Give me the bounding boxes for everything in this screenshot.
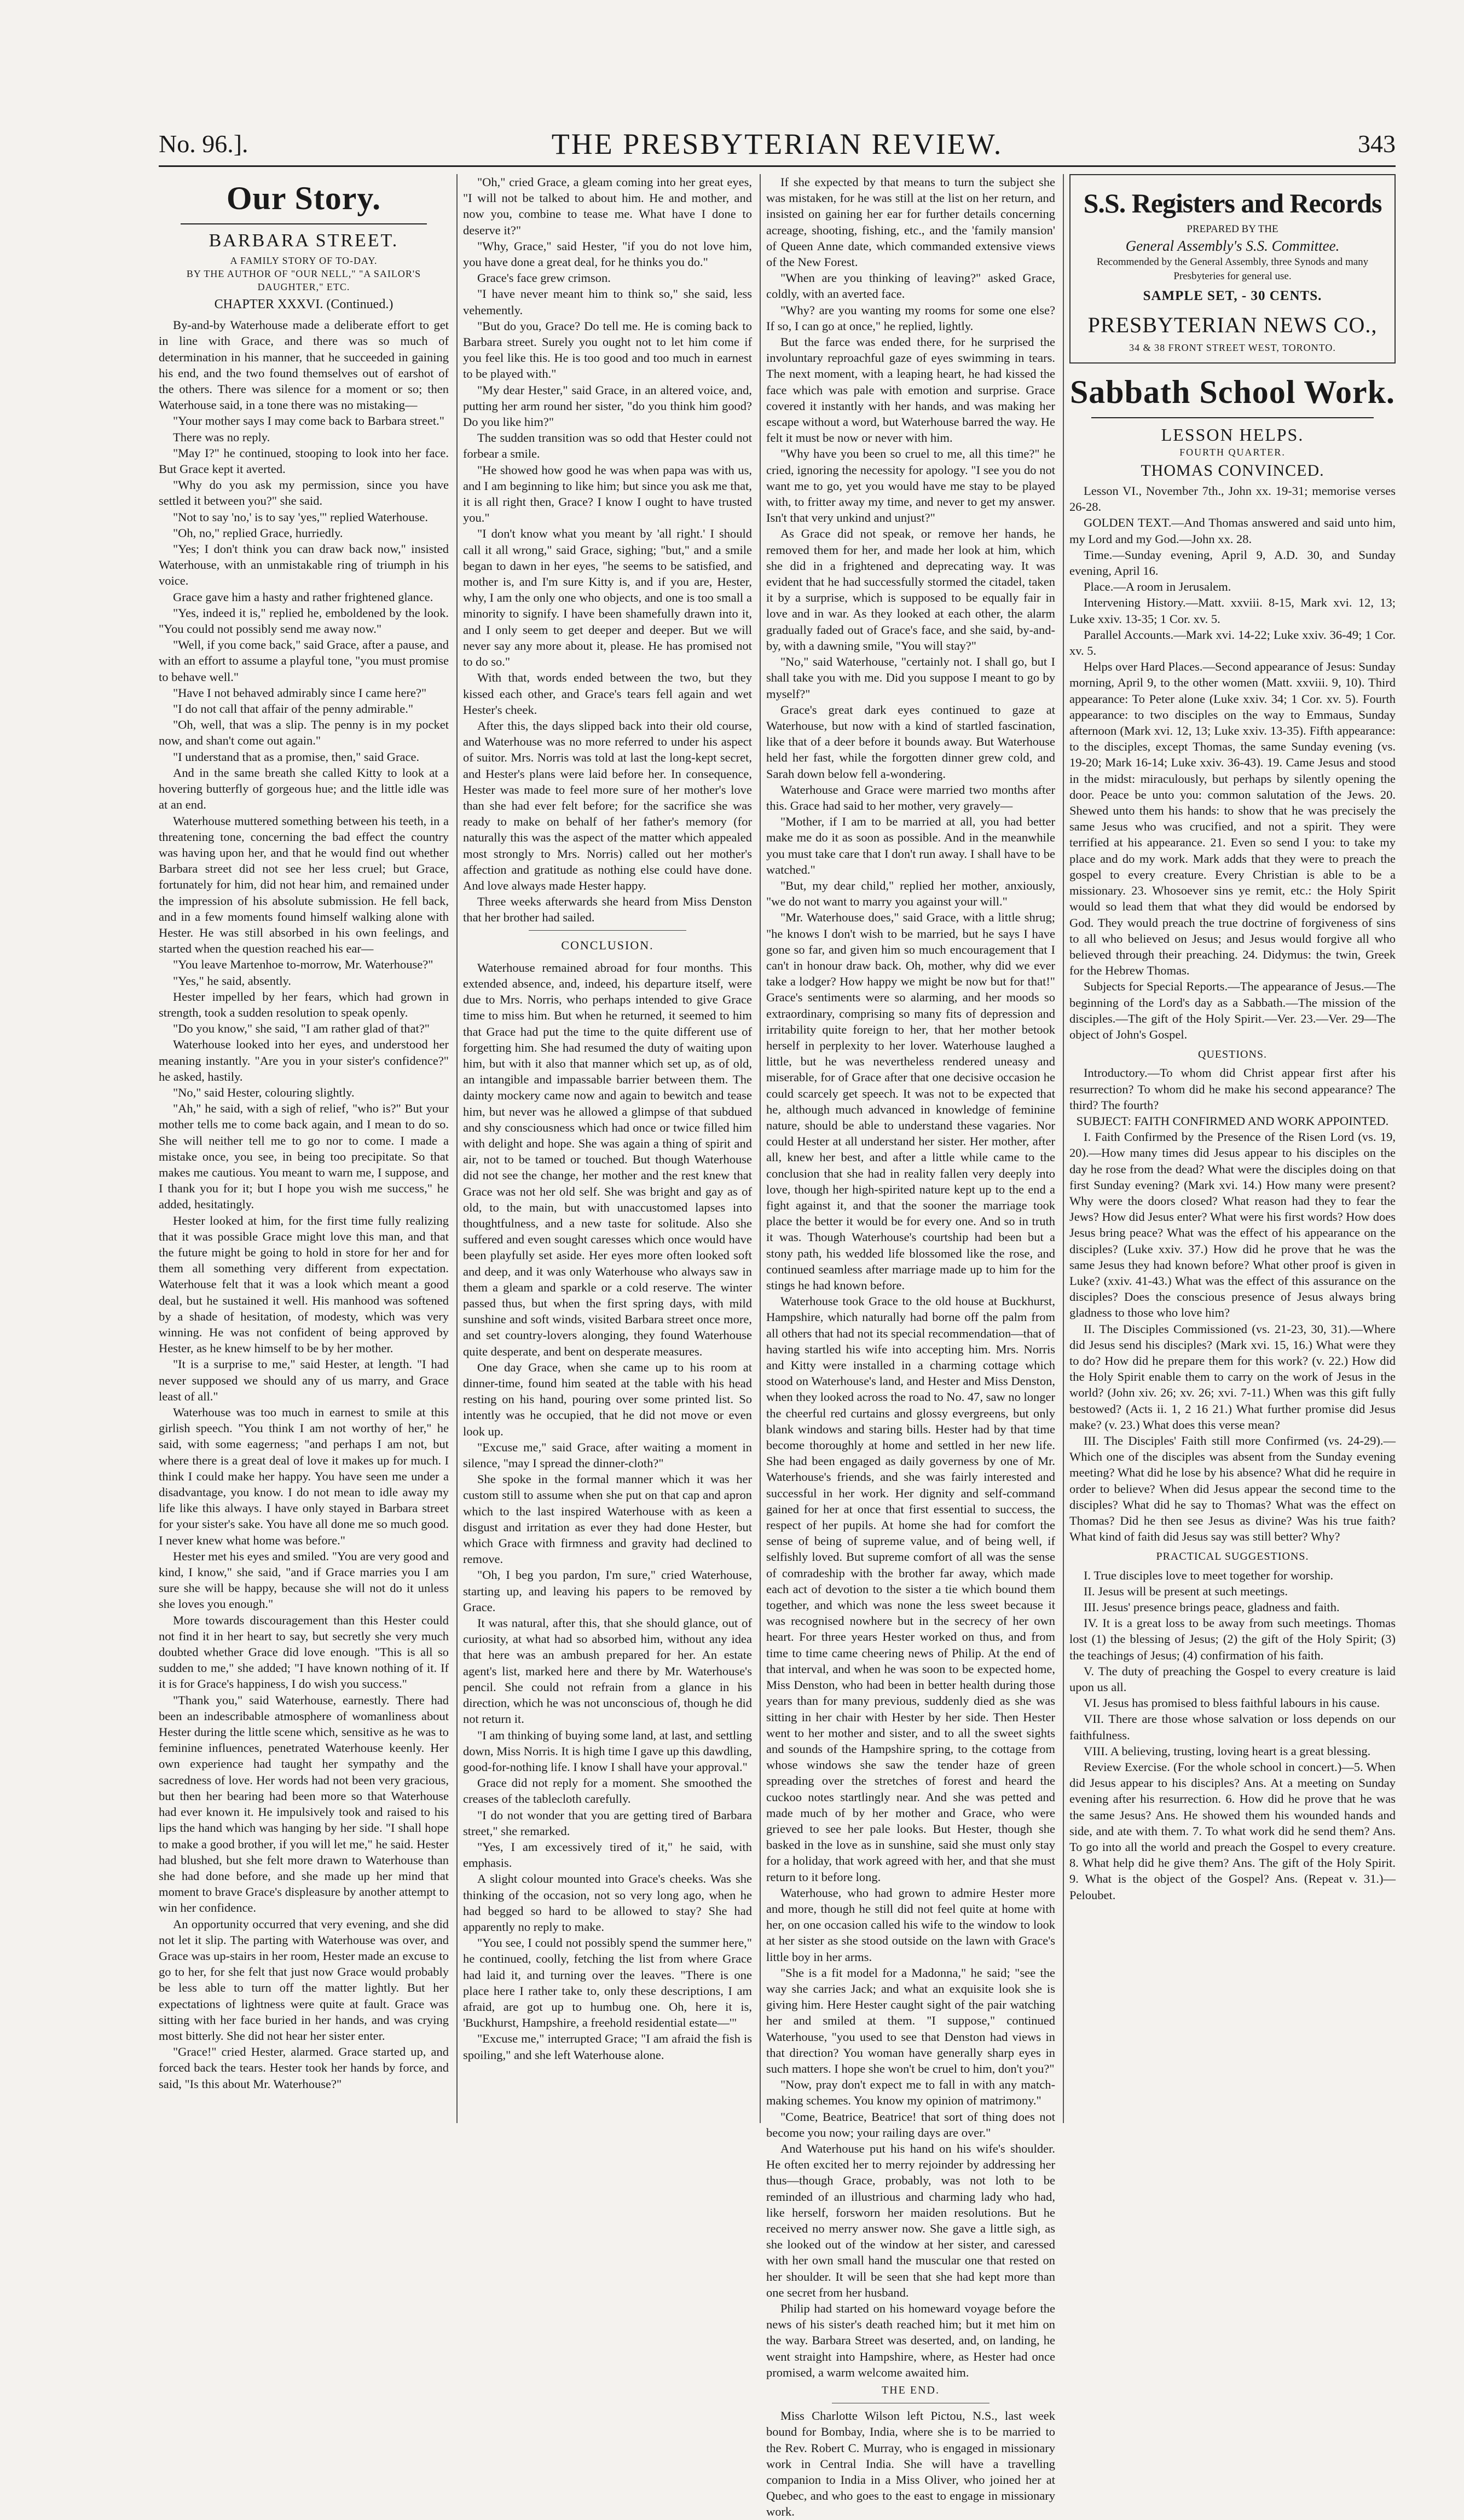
suggestion-item: IV. It is a great loss to be away from such meetings. Thomas lost (1) the blessing of Jesus; (2) the gift of the Holy Spirit; (3) the teachings of Jesus; (4) confirmation of his faith. [1069,1616,1396,1662]
story-paragraph: Philip had started on his homeward voyage before the news of his sister's death reached him; but it met him on the way. Barbara Street was deserted, and, on landing, he went straight into Hampshire, where, as Hester had once promised, a warm welcome awaited him. [766,2302,1055,2379]
page-number: 343 [1358,130,1396,158]
story-paragraph: Grace's face grew crimson. [477,271,611,285]
header-rule [159,165,1396,167]
lesson-paragraph: Helps over Hard Places.—Second appearance of Jesus: Sunday morning, April 9, to the other women (Matt. xxviii. 9, 10). Third appearance: To Peter alone (Luke xxiv. 34; 1 Cor. xv. 5). Fourth appearance: to two disciples on the way to Emmaus, Sunday afternoon (Mark xvi. 12, 13; Luke xxiv. 13-35). Fifth appearance: to the disciples, except Thomas, the same Sunday evening (vs. 19-20; Mark 16-14; Luke xxiv. 36-43). 19. Came Jesus and stood in the midst: miraculously, but perhaps by silently opening the door. Peace be unto you: common salutation of the Jews. 20. Shewed unto them his hands: to show that he was precisely the same Jesus who was crucified, and not a spirit. They were terrified at his appearance. 21. Even so send I you: to take my place and do my work. Mark adds that they were to preach the gospel to every creature. Every Christian is able to be a missionary. 23. Whosoever sins ye remit, etc.: the Holy Spirit would so lead them that what they did would be endorsed by God. They would preach the true doctrine of forgiveness of sins to all who believed on Jesus; and Jesus would forgive all who believed through their preaching. 24. Didymus: the twin, Greek for the Hebrew Thomas. [1069,660,1396,978]
suggestion-item: V. The duty of preaching the Gospel to every creature is laid upon us all. [1069,1664,1396,1694]
ad-committee: General Assembly's S.S. Committee. [1125,238,1340,254]
story-paragraph: "Come, Beatrice, Beatrice! that sort of thing does not become you now; your railing days are over." [766,2109,1055,2140]
story-paragraph: If she expected by that means to turn the subject she was mistaken, for he was still at the list on her return, and insisted on gaining her ear for further details concerning acreage, shooting, fishing, etc., and the 'family mansion' of Queen Anne date, which commanded extensive views of the New Forest. [766,175,1055,269]
ad-recommended: Recommended by the General Assembly, three Synods and many Presbyteries for general use. [1096,256,1369,282]
story-paragraph: "Now, pray don't expect me to fall in with any match-making schemes. You know my opinion of matrimony." [766,2078,1055,2108]
story-paragraph: "Yes, indeed it is," replied he, emboldened by the look. "You could not possibly send me away now." [159,606,449,636]
story-paragraph: Grace gave him a hasty and rather frightened glance. [173,590,433,604]
story-paragraph: "She is a fit model for a Madonna," he said; "see the way she carries Jack; and what an exquisite look she is giving him. Here Hester caught sight of the pair watching her and smiled at them. "I suppose," continued Waterhouse, "you used to see that Denston had views in that direction? You woman have generally sharp eyes in such matters. I hope she won't be cruel to him, don't you?" [766,1965,1055,2075]
story-paragraph: An opportunity occurred that very evening, and she did not let it slip. The parting with Waterhouse was over, and Grace was up-stairs in her room, Hester made an excuse to go to her, for she felt that just now Grace would probably be less able to turn off the matter lightly. But her expectations of lightness were quite at fault. Grace was sitting with her face buried in her hands, and was crying most bitterly. She did not hear her sister enter. [159,1917,449,2043]
lesson-paragraph: Place.—A room in Jerusalem. [1084,580,1231,594]
wedding-note: Miss Charlotte Wilson left Pictou, N.S., last week bound for Bombay, India, where she is to be married to the Rev. Robert C. Murray, who is engaged in missionary work in Central India. She will have a travelling companion to India in a Miss Oliver, who joined her at Quebec, and who goes to the east to engage in missionary work. [766,2409,1055,2519]
story-paragraph: Waterhouse took Grace to the old house at Buckhurst, Hampshire, which naturally had borne off the palm from all others that had not its special recommendation—that of having startled his wife into accepting him. Mrs. Norris and Kitty were installed in a charming cottage which stood on Waterhouse's land, and Hester and Miss Denston, when they looked across the road to No. 47, saw no longer the cheerful red curtains and glossy evergreens, but only blank windows and staring bills. Hester had by that time become thoroughly at home and settled in her new life. She had been engaged as daily governess by one of Mr. Waterhouse's friends, and she was fairly interested and successful in her work. Her dignity and self-command gained for her at once that first essential to success, the respect of her pupils. At home she had for comfort the sense of being of supreme value, and of being well, if selfishly loved. But supreme comfort of all was the sense of comradeship with the brother far away, which made each act of devotion to the sister a tie which bound them together, and which was none the less sweet because it was recognised nowhere but in the secrecy of her own heart. For three years Hester worked on thus, and from time to time came cheering news of Philip. At the end of that interval, and when he was soon to be expected home, Miss Denston, who had been in better health during those years than for many previous, suddenly died as she was sitting in her chair with Hester by her side. Then Hester went to her mother and sister, and to all the sweet sights and sounds of the Hampshire spring, to the cottage from whose windows she saw the tender haze of green spreading over the stretches of forest and heard the cuckoo notes startlingly near. And she was petted and made much of by her mother and Grace, who were grieved to see her pale looks. But Hester, though she basked in the love as in sunshine, said she must only stay for a holiday, that work agreed with her, and that she must return to it before long. [766,1294,1056,1884]
ad-title: S.S. Registers and Records [1083,188,1382,218]
story-paragraph: Waterhouse muttered something between his teeth, in a threatening tone, concerning the bad effect the country was having upon her, and that he would find out whether Barbara street did not see her less cruel; but Grace, fortunately for him, did not hear him, and remained under the impression of his absolute submission. He fell back, and in a few moments found himself walking alone with Hester. He was still absorbed in his own feelings, and started when the question reached his ear— [159,814,449,956]
story-paragraph: "You leave Martenhoe to-morrow, Mr. Waterhouse?" [173,958,433,972]
story-paragraph: "I am thinking of buying some land, at last, and settling down, Miss Norris. It is high time I gave up this dawdling, good-for-nothing life. I know I shall have your approval." [463,1728,752,1774]
story-paragraph: "Grace!" cried Hester, alarmed. Grace started up, and forced back the tears. Hester took her hands by force, and said, "Is this about Mr. Waterhouse?" [159,2045,449,2091]
column-divider [760,174,761,2123]
story-body [159,317,449,2092]
story-paragraph: "It is a surprise to me," said Hester, at length. "I had never supposed we should any of us marry, and Grace least of all." [159,1357,449,1403]
story-paragraph: Three weeks afterwards she heard from Miss Denston that her brother had sailed. [463,895,752,925]
story-paragraph: Waterhouse looked into her eyes, and understood her meaning instantly. "Are you in your sister's confidence?" he asked, hastily. [159,1037,449,1083]
lesson-paragraph: Intervening History.—Matt. xxviii. 8-15, Mark xvi. 12, 13; Luke xxiv. 13-35; 1 Cor. xv. 5. [1069,596,1396,626]
question-paragraph: Introductory.—To whom did Christ appear first after his resurrection? To whom did he make his second appearance? The third? The fourth? [1069,1066,1396,1112]
questions-heading: QUESTIONS. [1197,1048,1268,1061]
story-paragraph: "Excuse me," interrupted Grace; "I am afraid the fish is spoiling," and she left Waterhouse alone. [463,2032,752,2062]
story-paragraph: "Oh, I beg you pardon, I'm sure," cried Waterhouse, starting up, and leaving his papers to be removed by Grace. [463,1568,752,1614]
story-paragraph: The sudden transition was so odd that Hester could not forbear a smile. [463,431,752,461]
journal-title: THE PRESBYTERIAN REVIEW. [551,128,1003,160]
story-paragraph: "Mother, if I am to be married at all, you had better make me do it as soon as possible. And in the meanwhile you must take care that I don't run away. I shall have to be watched." [766,815,1055,876]
story-paragraph: Hester impelled by her fears, which had grown in strength, took a sudden resolution to speak openly. [159,989,449,1019]
story-paragraph: "No," said Waterhouse, "certainly not. I shall go, but I shall take you with me. Did you suppose I meant to go by myself?" [766,655,1055,701]
story-paragraph: "But, my dear child," replied her mother, anxiously, "we do not want to marry you against your will." [766,878,1055,909]
suggestion-item: II. Jesus will be present at such meetings. [1084,1584,1288,1598]
practical-body [1069,1567,1396,1903]
story-paragraph: "Why, Grace," said Hester, "if you do not love him, you have done a great deal, for he thinks you do." [463,239,752,269]
story-paragraph: More towards discouragement than this Hester could not find it in her heart to say, but secretly she very much doubted whether Grace did love enough. "This is all so sudden to me," she added; "I have known nothing of it. If it is for Grace's happiness, I do wish you success." [159,1613,449,1691]
issue-number: No. 96.]. [159,130,248,158]
story-paragraph: "Mr. Waterhouse does," said Grace, with a little shrug; "he knows I don't wish to be married, but he says I have gone so far, and given him so much encouragement that I can't in honour draw back. Oh, mother, why did we ever take a lodger? How happy we might be now but for that!" Grace's sentiments were so alarming, and her moods so extraordinary, comprising so many fits of depression and irritability quite foreign to her, that her mother betook herself in perplexity to her lover. Waterhouse laughed a little, but he was nevertheless rendered uneasy and miserable, for of Grace after that one decisive occasion he could scarcely get speech. It was not to be expected that he, although much advanced in knowledge of feminine nature, should be able to understand these vagaries. Nor could Hester at all understand her sister. Her mother, after all, knew her best, and after a little while came to the conclusion that she had in reality fallen very deeply into love, though her high-spirited nature kept up to the end a fight against it, and that the sooner the marriage took place the better it would be for every one. And so in truth it was. Though Waterhouse's courtship had been but a stony path, his wedded life blossomed like the rose, and continued seamless after marriage made up to him for the stings he had known before. [766,910,1055,1293]
story-paragraph: "Oh, no," replied Grace, hurriedly. [173,526,343,540]
story-paragraph: "Thank you," said Waterhouse, earnestly. There had been an indescribable atmosphere of womanliness about Hester during the little scene which, sensitive as he was to feminine influences, penetrated Waterhouse keenly. Her own experience had taught her sympathy and the sacredness of love. Her words had not been very gracious, but then her bearing had been more so that Waterhouse had ever known it. He impulsively took and raised to his lips the hand which was hanging by her side. "I shall hope to make a good brother, if you will let me," he said. Hester had blushed, but she felt more drawn to Waterhouse than she had done before, and she made up her mind that moment to brave Grace's displeasure by another attempt to win her confidence. [159,1693,449,1915]
story-paragraph: "Why do you ask my permission, since you have settled it between you?" she said. [159,478,449,508]
story-paragraph: "I understand that as a promise, then," said Grace. [173,749,420,764]
story-paragraph: Waterhouse remained abroad for four months. This extended absence, and, indeed, his departure itself, were due to Mrs. Norris, who perhaps intended to give Grace time to miss him. But when he returned, it seemed to him that Grace had put the time to the quite different use of forgetting him. She had resumed the duty of waiting upon him, but with it also that manner which set up, as of old, an intangible and impassable barrier between them. The dainty mockery came now and again to bewitch and tease him, but never was he allowed a glimpse of that subdued and shy consciousness which had once or twice filled him with delight and hope. She was again a thing of spirit and air, not to be tamed or touched. But though Waterhouse did not see the change, her mother and the rest knew that Grace was not her old self. She was bright and gay as of old, to the main, but with unaccustomed lapses into thoughtfulness, and a new taste for solitude. Also she suffered and even sought caresses which once would have been playfully set aside. Her eyes more often looked soft and deep, and it was only Waterhouse who always saw in them a gleam and sparkle or a cold reserve. The winter passed thus, but when the first spring days, with mild sunshine and soft winds, visited Barbara street once more, and set country-lovers alonging, they found Waterhouse quite desperate, and bent on desperate measures. [463,960,752,1358]
story-paragraph: Grace did not reply for a moment. She smoothed the creases of the tablecloth carefully. [463,1776,752,1806]
story-paragraph: "Excuse me," said Grace, after waiting a moment in silence, "may I spread the dinner-cloth?" [463,1440,752,1471]
story-paragraph: There was no reply. [173,430,270,444]
column-divider [456,174,458,2123]
quarter-label: FOURTH QUARTER. [1179,446,1286,458]
suggestion-item: VIII. A believing, trusting, loving heart is a great blessing. [1084,1744,1371,1758]
column-divider [1063,174,1064,2123]
suggestion-item: Review Exercise. (For the whole school in concert.)—5. When did Jesus appear to his disciples? Ans. At a meeting on Sunday evening after his resurrection. 6. How did he prove that he was the same Jesus? Ans. He showed them his wounded hands and side, and ate with them. 7. To what work did he send them? Ans. To go into all the world and preach the Gospel to every creature. 8. What help did he give them? Ans. The gift of the Holy Spirit. 9. What is the object of the Gospel? Ans. (Repeat v. 31.)—Peloubet. [1069,1760,1396,1902]
chapter-heading: CHAPTER XXXVI. (Continued.) [214,297,394,312]
divider [529,930,686,931]
ad-address: 34 & 38 FRONT STREET WEST, TORONTO. [1129,342,1336,354]
suggestion-item: VI. Jesus has promised to bless faithful labours in his cause. [1084,1696,1380,1710]
story-paragraph: With that, words ended between the two, but they kissed each other, and Grace's tears fell again and wet Hester's cheek. [463,671,752,717]
question-paragraph: III. The Disciples' Faith still more Confirmed (vs. 24-29).—Which one of the disciples was absent from the Sunday evening meeting? What did he lose by his absence? What did he require in order to believe? When did Jesus appear the second time to the disciples? What did he say to Thomas? What was the effect on Thomas? Did he then see Jesus as divine? Was his true faith? What kind of faith did Jesus say was still better? Why? [1069,1434,1396,1544]
story-paragraph: "My dear Hester," said Grace, in an altered voice, and, putting her arm round her sister, "do you think him good? Do you like him?" [463,383,752,429]
story-paragraph: "I do not call that affair of the penny admirable." [173,702,414,716]
ad-prepared: PREPARED BY THE [1187,223,1278,235]
page-header [159,125,1396,163]
lesson-title: THOMAS CONVINCED. [1141,461,1324,480]
lesson-paragraph: Time.—Sunday evening, April 9, A.D. 30, and Sunday evening, April 16. [1069,547,1396,578]
story-title: BARBARA STREET. [209,230,399,251]
story-paragraph: "I have never meant him to think so," she said, less vehemently. [463,287,752,317]
suggestion-item: VII. There are those whose salvation or loss depends on our faithfulness. [1069,1712,1396,1742]
story-paragraph: "Do you know," she said, "I am rather glad of that?" [173,1022,430,1036]
questions-body [1069,1065,1396,1544]
story-paragraph: "May I?" he continued, stooping to look into her face. But Grace kept it averted. [159,446,449,476]
story-paragraph: Waterhouse was too much in earnest to smile at this girlish speech. "You think I am not worthy of her," he said, with some eagerness; "and perhaps I am not, but where there is a great deal of love it makes up for much. I think I could make her happy. You have seen me under a disadvantage, you know. I do not mean to idle away my life like this always. I have only stayed in Barbara street for your sister's sake. You have all done me so much good. I never knew what home was before." [159,1405,449,1547]
story-paragraph: A slight colour mounted into Grace's cheeks. Was she thinking of the occasion, not so very long ago, when he had begged so hard to be allowed to stay? She had apparently no reply to make. [463,1872,752,1934]
story-paragraph: "Ah," he said, with a sigh of relief, "who is?" But your mother tells me to come back again, and I mean to do so. She will neither tell me to go nor to come. I made a mistake once, you see, in being too precipitate. So that makes me cautious. You meant to warn me, I suppose, and I thank you for it; but I hope you wish me success," he added, hesitatingly. [159,1102,449,1212]
story-paragraph: "Well, if you come back," said Grace, after a pause, and with an effort to assume a playful tone, "you must promise to behave well." [159,638,449,684]
story-paragraph: And Waterhouse put his hand on his wife's shoulder. He often excited her to merry rejoinder by addressing her thus—though Grace, probably, was not loth to be reminded of an illustrious and charming lady who had, like herself, forsworn her maiden resolutions. But he received no merry answer now. She gave a little sigh, as she looked out of the window at her sister, and caressed with her own small hand the muscular one that rested on her shoulder. It will be seen that she had kept more than one secret from her husband. [766,2141,1055,2299]
story-paragraph: "Yes," he said, absently. [173,973,291,988]
sabbath-heading: Sabbath School Work. [1069,374,1396,411]
lesson-paragraph: GOLDEN TEXT.—And Thomas answered and said unto him, my Lord and my God.—John xx. 28. [1069,516,1396,546]
story-paragraph: "He showed how good he was when papa was with us, and I am beginning to like him; but since you ask me that, it is all right then, Grace? I know I ought to have trusted you." [463,463,752,525]
story-paragraph: "Oh, well, that was a slip. The penny is in my pocket now, and shan't come out again." [159,718,449,748]
story-paragraph: After this, the days slipped back into their old course, and Waterhouse was no more referred to under his aspect of suitor. Mrs. Norris was told at last the long-kept secret, and Hester's plans were laid before her. In consequence, Hester was made to feel more sure of her mother's love than she had ever felt before; for the sacrifice she was ready to make on behalf of her father's memory (for naturally this was the aspect of the matter which appealed most strongly to Mrs. Norris) called out her mother's affection and gratitude as nothing else could have done. And love always made Hester happy. [463,718,752,892]
story-paragraph: She spoke in the formal manner which it was her custom still to assume when she put on that cap and apron which to the last inspired Waterhouse with as keen a disgust and irritation as ever they had done Hester, but which Grace with firmness and gravity had declined to remove. [463,1472,752,1566]
ad-publisher: PRESBYTERIAN NEWS CO., [1087,313,1378,338]
divider [1091,417,1374,418]
story-paragraph: "I do not wonder that you are getting tired of Barbara street," she remarked. [463,1808,752,1838]
story-paragraph: "When are you thinking of leaving?" asked Grace, coldly, with an averted face. [766,271,1055,301]
story-paragraph: And in the same breath she called Kitty to look at a hovering butterfly of gorgeous hue; and the little idle was at an end. [159,765,449,812]
story-column-2 [463,174,752,2123]
story-subtitle: A FAMILY STORY OF TO-DAY. [230,255,378,266]
lesson-paragraph: Parallel Accounts.—Mark xvi. 14-22; Luke xxiv. 36-49; 1 Cor. xv. 5. [1069,627,1396,658]
story-paragraph: Waterhouse and Grace were married two months after this. Grace had said to her mother, very gravely— [766,782,1055,812]
section-title: Our Story. [226,180,381,216]
sidebar-column [1069,174,1396,2123]
story-column [159,174,449,2123]
story-paragraph: "You see, I could not possibly spend the summer here," he continued, coolly, fetching the list from where Grace had laid it, and turning over the leaves. "There is one place here I rather take to, only these descriptions, I am afraid, are got up to humbug one. Oh, here it is, 'Buckhurst, Hampshire, a freehold residential estate—'" [463,1936,752,2030]
lesson-helps-heading: LESSON HELPS. [1161,425,1304,445]
story-byline: BY THE AUTHOR OF "OUR NELL," "A SAILOR'S DAUGHTER," ETC. [186,268,421,292]
lesson-body [1069,483,1396,1042]
question-paragraph: II. The Disciples Commissioned (vs. 21-23, 30, 31).—Where did Jesus send his disciples? (Mark xvi. 15, 16.) What were they to do? How did he prepare them for this work? (v. 22.) How did the Holy Spirit enable them to carry on the work of Jesus in the world? (John xiv. 26; xv. 26; xvi. 7-11.) When was this gift fully bestowed? (Acts ii. 1, 2 16 21.) What further promise did Jesus make? (v. 23.) What does this verse mean? [1069,1322,1396,1432]
practical-heading: PRACTICAL SUGGESTIONS. [1156,1550,1309,1563]
story-paragraph: "Not to say 'no,' is to say 'yes,'" replied Waterhouse. [173,510,429,524]
divider [181,223,427,224]
the-end-label: THE END. [882,2384,940,2397]
story-paragraph: Hester looked at him, for the first time fully realizing that it was possible Grace might love this man, and that the future might be going to hold in store for her and for them all something very different from expectation. Waterhouse felt that it was a look which meant a good deal, but he sustained it well. His manhood was softened by a shade of hesitation, of modesty, which was very winning. He was not confident of being approved by Hester, as he knew himself to be by her mother. [159,1213,449,1356]
story-paragraph: "Yes; I don't think you can draw back now," insisted Waterhouse, with an unmistakable ring of triumph in his voice. [159,542,449,588]
advertisement [1069,174,1396,364]
story-paragraph: One day Grace, when she came up to his room at dinner-time, found him seated at the table with his head resting on his hand, pouring over some printed list. So intently was he occupied, that he did not move or even look up. [463,1360,752,1438]
question-paragraph: I. Faith Confirmed by the Presence of the Risen Lord (vs. 19, 20).—How many times did Jesus appear to his disciples on the day he rose from the dead? What were the disciples doing on that first Sunday evening? (Mark xvi. 14.) How many were present? Why were the doors closed? What reason had they to fear the Jews? How did Jesus enter? What were his first words? How does Jesus bring peace? What was the effect of his appearance on the disciples? (Luke xxiv. 37.) How did he prove that he was the same Jesus they had known before? What other proof is given in Luke? (xxiv. 41-43.) What was the effect of this assurance on the disciples? Does the conscious presence of Jesus always bring gladness to those who love him? [1069,1130,1396,1320]
story-paragraph: But the farce was ended there, for he surprised the involuntary reproachful gaze of eyes swimming in tears. The next moment, with a leaping heart, he had kissed the face which was pale with emotion and surprise. Grace covered it instantly with her hands, and was making her escape without a word, but Waterhouse barred the way. He felt it must be now or never with him. [766,335,1056,445]
question-paragraph: SUBJECT: FAITH CONFIRMED AND WORK APPOINTED. [1076,1114,1389,1128]
story-paragraph: Grace's great dark eyes continued to gaze at Waterhouse, but now with a kind of startled fascination, like that of a deer before it bounds away. But Waterhouse held her fast, while the forgotten dinner grew cold, and Sarah down below fell a-wondering. [766,702,1055,781]
story-column-3 [766,174,1056,2519]
story-paragraph: "I don't know what you meant by 'all right.' I should call it all wrong," said Grace, sighing; "but," and a smile began to dawn in her eyes, "he seems to be satisfied, and mother is, and I'm sure Kitty is, and if you are, Hester, why, I am the only one who objects, and one is too small a minority to signify. I have been shamefully drawn into it, and I only seem to get deeper and deeper. But we will never say any more about it, please. He has promised not to do so." [463,527,752,669]
story-paragraph: As Grace did not speak, or remove her hands, he removed them for her, and made her look at him, which she did in a frightened and deprecating way. It was evident that he had successfully stormed the citadel, taken it by a surprise, which is supposed to be equally fair in love and in war. As they looked at each other, the alarm gradually faded out of Grace's face, and she said, by-and-by, with a dawning smile, "You will stay?" [766,527,1055,653]
lesson-paragraph: Lesson VI., November 7th., John xx. 19-31; memorise verses 26-28. [1069,484,1396,514]
suggestion-item: III. Jesus' presence brings peace, gladness and faith. [1084,1600,1340,1614]
story-paragraph: Waterhouse, who had grown to admire Hester more and more, though he still did not feel quite at home with her, on one occasion called his wife to the window to look at her sister as she stood outside on the lawn with Grace's little boy in her arms. [766,1885,1055,1964]
story-paragraph: "But do you, Grace? Do tell me. He is coming back to Barbara street. Surely you ought not to let him come if you feel like this. He is too good and too much in earnest to be played with." [463,319,752,381]
story-paragraph: It was natural, after this, that she should glance, out of curiosity, at what had so absorbed him, without any idea that here was an ambush prepared for her. An estate agent's list, marked here and there by Mr. Waterhouse's pencil. She could not refrain from a glance in his direction, which he was not unconscious of, though he did not return it. [463,1616,752,1726]
ad-price: SAMPLE SET, - 30 CENTS. [1143,289,1322,303]
conclusion-heading: CONCLUSION. [561,938,654,952]
story-paragraph: "Why have you been so cruel to me, all this time?" he cried, ignoring the necessity for apology. "I see you do not want me to go, yet you would have me stay to be played with, to fritter away my time, and never to get my answer. Isn't that very unkind and unjust?" [766,447,1055,525]
suggestion-item: I. True disciples love to meet together for worship. [1084,1568,1334,1582]
story-paragraph: "Have I not behaved admirably since I came here?" [173,685,427,700]
lesson-paragraph: Subjects for Special Reports.—The appearance of Jesus.—The beginning of the Lord's day as a Sabbath.—The mission of the disciples.—The gift of the Holy Spirit.—Ver. 23.—Ver. 29—The object of John's Gospel. [1069,979,1396,1041]
story-paragraph: "Oh," cried Grace, a gleam coming into her great eyes, "I will not be talked to about him. He and mother, and now you, combine to tease me. What have I done to deserve it?" [463,175,752,237]
story-paragraph: "Why? are you wanting my rooms for some one else? If so, I can go at once," he replied, lightly. [766,303,1055,333]
story-paragraph: Hester met his eyes and smiled. "You are very good and kind, I know," she said, "and if Grace marries you I am sure she will be happy, because she will not do it unless she loves you enough." [159,1549,449,1611]
story-paragraph: "No," said Hester, colouring slightly. [173,1085,355,1099]
story-paragraph: By-and-by Waterhouse made a deliberate effort to get in line with Grace, and there was so much of determination in his manner, that he succeeded in gaining his end, and the two found themselves out of earshot of the others. There was silence for a moment or so; then Waterhouse said, in a tone there was no mistaking— [159,318,449,412]
story-paragraph: "Your mother says I may come back to Barbara street." [173,414,444,428]
story-paragraph: "Yes, I am excessively tired of it," he said, with emphasis. [463,1839,752,1870]
